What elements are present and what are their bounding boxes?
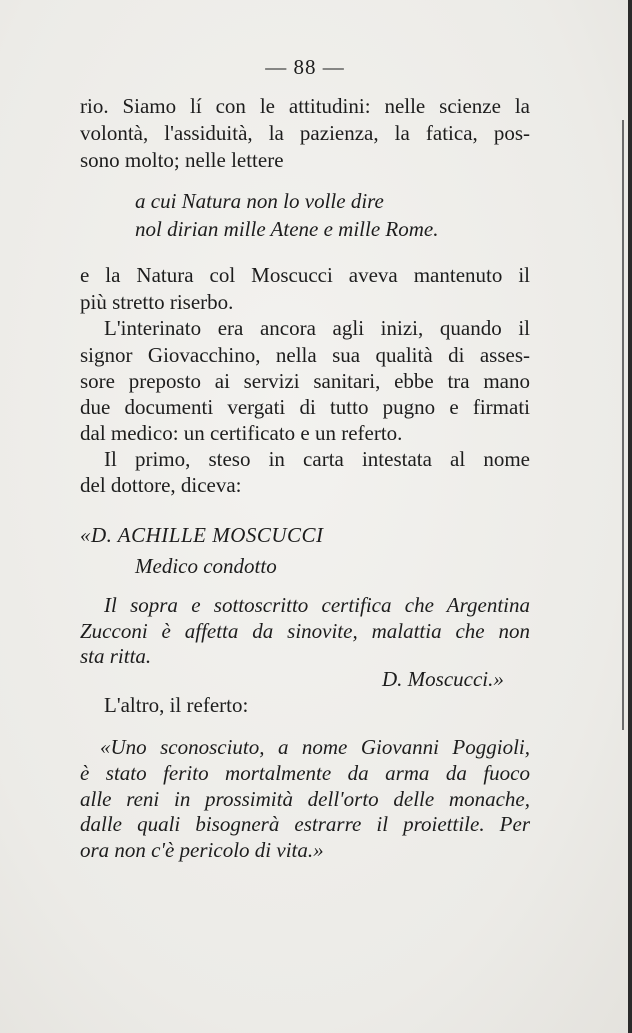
certificate-body-line: Il sopra e sottoscritto certifica che Argentina — [104, 593, 530, 617]
referto-line: «Uno sconosciuto, a nome Giovanni Poggioli, — [100, 735, 530, 759]
certificate-body-line: sta ritta. — [80, 644, 152, 668]
text-line: Il primo, steso in carta intestata al nome — [104, 447, 530, 471]
referto-line: alle reni in prossimità dell'orto delle monache, — [80, 787, 530, 811]
referto-line: dalle quali bisognerà estrarre il proiettile. Per — [80, 812, 530, 836]
text-line: sore preposto ai servizi sanitari, ebbe tra mano — [80, 369, 530, 393]
text-line: volontà, l'assiduità, la pazienza, la fatica, pos- — [80, 121, 530, 145]
certificate-signature: D. Moscucci.» — [382, 667, 504, 691]
certificate-body-line: Zucconi è affetta da sinovite, malattia che non — [80, 619, 530, 643]
text-line: e la Natura col Moscucci aveva mantenuto il — [80, 263, 530, 287]
page-edge — [628, 0, 632, 1033]
text-line: L'altro, il referto: — [104, 693, 249, 717]
certificate-header-title: Medico condotto — [135, 554, 277, 578]
text-line: sono molto; nelle lettere — [80, 148, 284, 172]
text-line: due documenti vergati di tutto pugno e firmati — [80, 395, 530, 419]
text-line: signor Giovacchino, nella sua qualità di asses- — [80, 343, 530, 367]
text-line: del dottore, diceva: — [80, 473, 242, 497]
quote-verse-line: a cui Natura non lo volle dire — [135, 189, 384, 213]
referto-line: ora non c'è pericolo di vita.» — [80, 838, 324, 862]
certificate-header-name: «D. ACHILLE MOSCUCCI — [80, 523, 324, 547]
text-line: L'interinato era ancora agli inizi, quando il — [104, 316, 530, 340]
text-line: più stretto riserbo. — [80, 290, 234, 314]
text-line: dal medico: un certificato e un referto. — [80, 421, 403, 445]
text-line: rio. Siamo lí con le attitudini: nelle scienze la — [80, 94, 530, 118]
page-gutter-shadow — [622, 120, 624, 730]
quote-verse-line: nol dirian mille Atene e mille Rome. — [135, 217, 439, 241]
page-number: — 88 — — [265, 55, 345, 79]
referto-line: è stato ferito mortalmente da arma da fuoco — [80, 761, 530, 785]
